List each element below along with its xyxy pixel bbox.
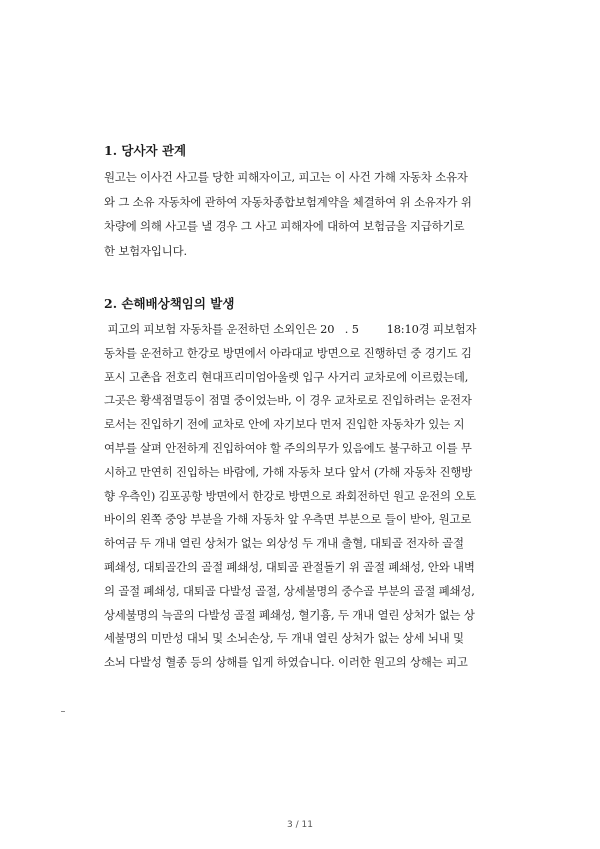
- section-body: [104, 165, 488, 263]
- paragraph-line: 세불명의 미만성 대뇌 및 소뇌손상, 두 개내 열린 상처가 없는 상세 뇌내 및: [104, 631, 464, 646]
- paragraph-line: 와 그 소유 자동차에 관하여 자동차종합보험계약을 체결하여 위 소유자가 위: [104, 194, 472, 209]
- paragraph-line: 폐쇄성, 대퇴골간의 골절 폐쇄성, 대퇴골 관절돌기 위 골절 폐쇄성, 안와 내벽: [104, 559, 475, 574]
- paragraph-line: 차량에 의해 사고를 낼 경우 그 사고 피해자에 대하여 보험금을 지급하기로: [104, 219, 465, 233]
- paragraph-line: 상세불명의 늑골의 다발성 골절 폐쇄성, 혈기흉, 두 개내 열린 상처가 없는 상: [104, 607, 475, 622]
- section-heading: 1. 당사자 관계: [104, 143, 187, 158]
- section-body: [104, 318, 488, 675]
- paragraph-line: 원고는 이사건 사고를 당한 피해자이고, 피고는 이 사건 가해 자동차 소유자: [104, 170, 468, 184]
- paragraph-line: 동차를 운전하고 한강로 방면에서 아라대교 방면으로 진행하던 중 경기도 김: [104, 345, 472, 360]
- paragraph-line: 로서는 진입하기 전에 교차로 안에 자기보다 먼저 진입한 자동차가 있는 지: [104, 417, 465, 432]
- paragraph-line: 여부를 살펴 안전하게 진입하여야 할 주의의무가 있음에도 불구하고 이를 무: [104, 440, 472, 455]
- paragraph-line: 의 골절 폐쇄성, 대퇴골 다발성 골절, 상세불명의 중수골 부분의 골절 폐쇄성,: [104, 583, 475, 598]
- paragraph-line: 포시 고촌읍 전호리 현대프리미엄아울렛 입구 사거리 교차로에 이르렀는데,: [104, 369, 469, 384]
- paragraph-line: 그곳은 황색점멸등이 점멸 중이었는바, 이 경우 교차로로 진입하려는 운전자: [104, 393, 472, 408]
- margin-mark: [61, 711, 65, 712]
- section-liability: [104, 294, 488, 675]
- paragraph-line: 한 보험자입니다.: [104, 243, 187, 258]
- section-heading: 2. 손해배상책임의 발생: [104, 296, 235, 311]
- page-number: 3 / 11: [287, 820, 313, 830]
- paragraph-line: 소뇌 다발성 혈종 등의 상해를 입게 하였습니다. 이러한 원고의 상해는 피고: [104, 655, 468, 670]
- paragraph-line: 시하고 만연히 진입하는 바람에, 가해 자동차 보다 앞서 (가해 자동차 진행방: [104, 464, 473, 479]
- section-party-relationship: [104, 141, 488, 263]
- paragraph-line: 바이의 왼쪽 중앙 부분을 가해 자동차 앞 우측면 부분으로 들이 받아, 원고로: [104, 512, 472, 527]
- paragraph-line: 피고의 피보험 자동차를 운전하던 소외인은 20 . 5 18:10경 피보험자: [104, 322, 477, 336]
- paragraph-line: 하여금 두 개내 열린 상처가 없는 외상성 두 개내 출혈, 대퇴골 전자하 골절: [104, 536, 464, 551]
- paragraph-line: 향 우측인) 김포공항 방면에서 한강로 방면으로 좌회전하던 원고 운전의 오토: [104, 488, 476, 503]
